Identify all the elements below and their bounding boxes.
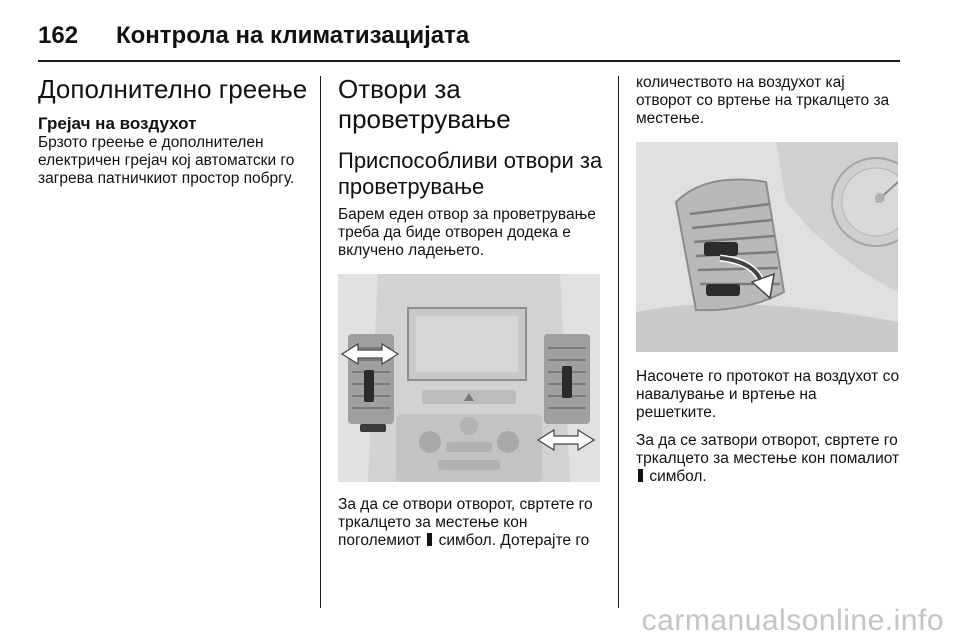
column-divider-1 [320,76,321,608]
page-number: 162 [38,22,79,49]
continued-text: количеството на воздухот кај отворот со вртење на тркалцето за местење. [636,74,890,127]
air-heater-text: Брзото греење е дополнителен електричен грејач кој автоматски го загрева патничкиот простор побргу. [38,134,295,187]
subheading-air-heater: Грејач на воздухот [38,114,197,133]
vent-close-text-end: симбол. [649,468,707,485]
vent-open-caption-end: симбол. Дотерајте го [438,532,590,549]
subheading-adjustable-vents: Приспособливи отвори за проветрување [338,148,603,199]
large-vent-symbol-icon [427,533,432,546]
vent-open-caption [338,496,606,550]
small-vent-symbol-icon [638,469,643,482]
section-heading-supplementary-heating: Дополнително греење [38,74,308,104]
vent-close-text-main: За да се затвори отворот, свртете го тркалцето за местење кон помалиот [636,432,900,467]
watermark: carmanualsonline.info [641,604,944,637]
column-supplementary-heating [38,74,310,188]
column-air-vents [338,74,606,550]
vent-close-text [636,432,900,486]
direct-airflow-text: Насочете го протокот на воздухот со навалување и вртење на решетките. [636,368,900,421]
column-vent-continued [636,74,900,486]
column-divider-2 [618,76,619,608]
vents-intro-text: Барем еден отвор за проветрување треба да биде отворен додека е вклучено ладењето. [338,206,596,259]
chapter-title: Контрола на климатизацијата [116,22,470,49]
dashboard-vents-illustration [338,274,600,482]
vent-open-caption-text: За да се отвори отворот, свртете го тркалцето за местење кон поголемиот [338,496,593,549]
header-rule [38,60,900,62]
section-heading-air-vents: Отвори за проветрување [338,74,511,134]
vent-thumbwheel-illustration [636,142,898,352]
